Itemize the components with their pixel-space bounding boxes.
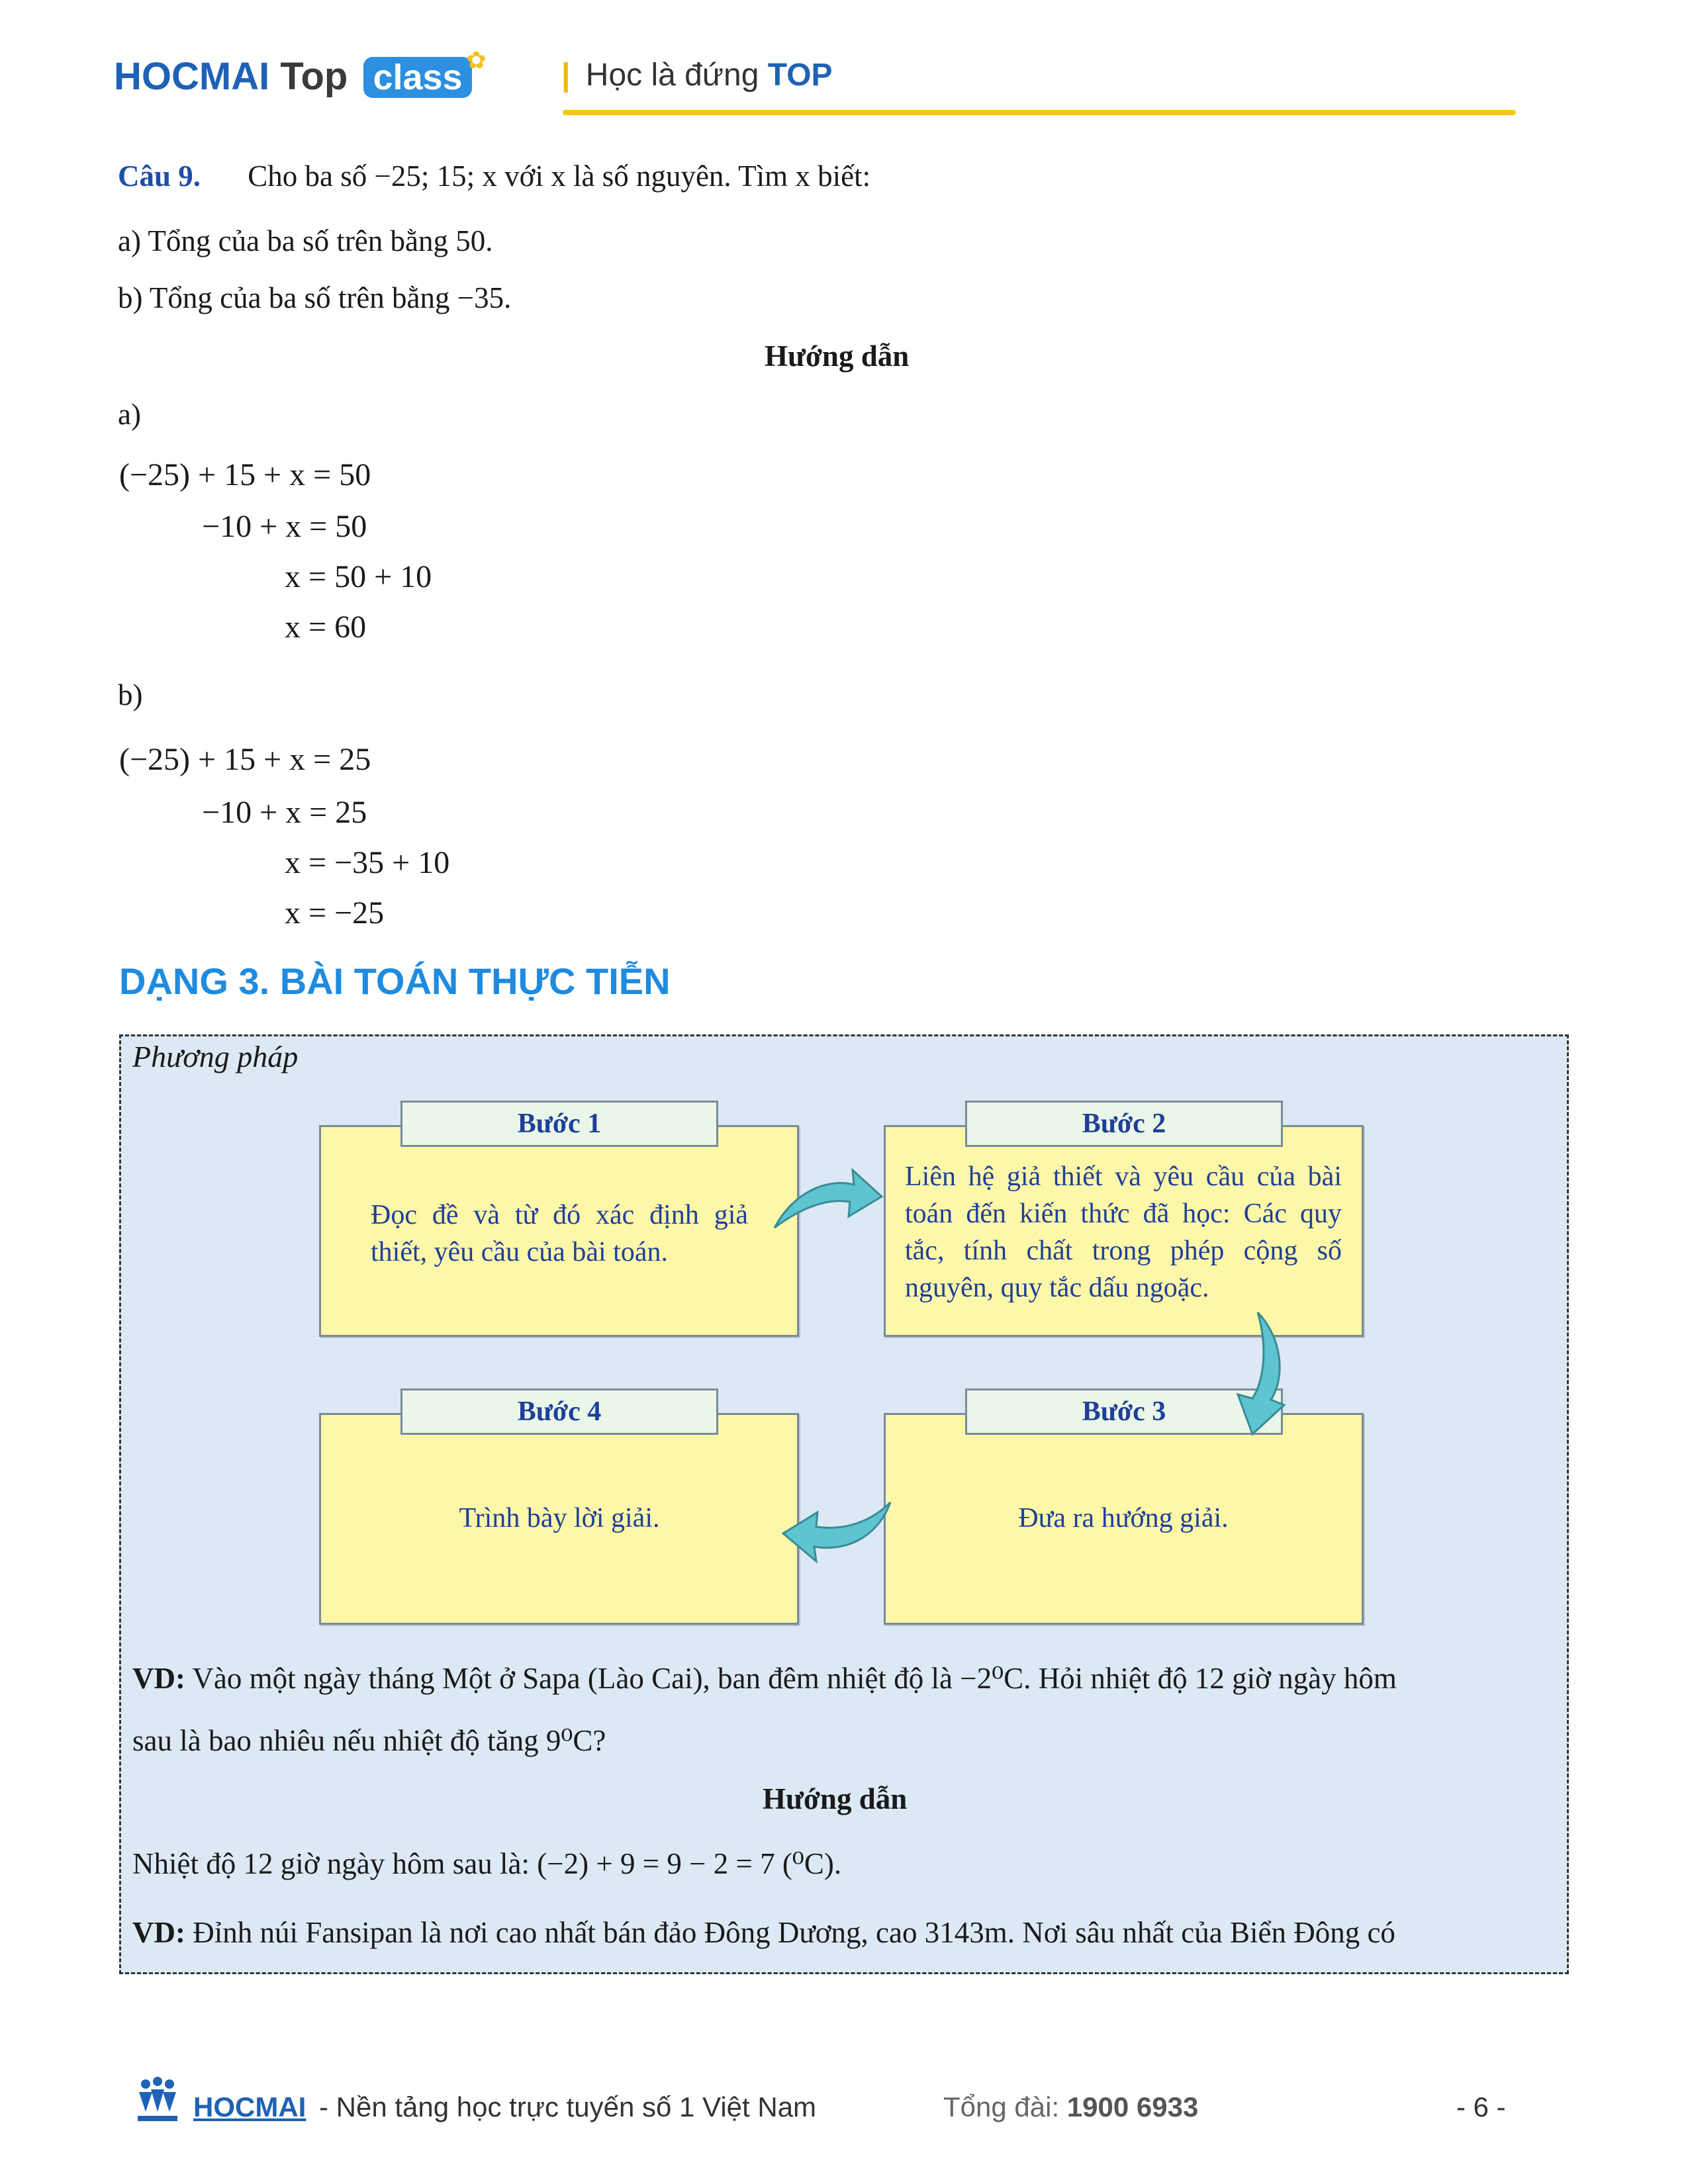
footer-hotline-number: 1900 6933	[1066, 2091, 1199, 2122]
arrow-step3-to-step4-icon	[778, 1492, 897, 1565]
step-2-text: Liên hệ giả thiết và yêu cầu của bài toán đến kiến thức đã học: Các quy tắc, tính chất trong phép cộng số nguyên, quy tắc dấu ngoặc.	[905, 1161, 1342, 1303]
guide-a-line-3: x = 50 + 10	[285, 559, 432, 594]
step-1-title: Bước 1	[400, 1101, 718, 1147]
step-3-title: Bước 3	[965, 1388, 1283, 1435]
section-title: DẠNG 3. BÀI TOÁN THỰC TIỄN	[119, 960, 671, 1002]
logo-class-badge	[363, 46, 487, 98]
logo-class-text: class	[373, 58, 463, 97]
guide-b-label: b)	[118, 678, 143, 711]
question-part-a: a) Tổng của ba số trên bằng 50.	[118, 224, 493, 257]
example-1-label: VD:	[132, 1662, 185, 1695]
step-2-title: Bước 2	[965, 1101, 1283, 1147]
tagline-text: Học là đứng	[585, 58, 759, 93]
example-1-text-2: sau là bao nhiêu nếu nhiệt độ tăng 9⁰C?	[132, 1724, 606, 1757]
example-1-text-1: Vào một ngày tháng Một ở Sapa (Lào Cai), ban đêm nhiệt độ là −2⁰C. Hỏi nhiệt độ 12 giờ ngày hôm	[192, 1662, 1397, 1695]
tagline-top: TOP	[767, 58, 833, 93]
logo-hocmai-text: HOCMAI	[114, 55, 270, 98]
step-4-title: Bước 4	[400, 1388, 718, 1435]
example-2-text: Đỉnh núi Fansipan là nơi cao nhất bán đảo Đông Dương, cao 3143m. Nơi sâu nhất của Biển Đông có	[193, 1916, 1395, 1949]
guide-a-line-4: x = 60	[285, 610, 367, 645]
method-label: Phương pháp	[132, 1040, 299, 1073]
guide-title: Hướng dẫn	[765, 340, 910, 373]
tagline-bar: |	[561, 58, 571, 93]
step-4-text: Trình bày lời giải.	[459, 1503, 660, 1533]
question-text: Cho ba số −25; 15; x với x là số nguyên. Tìm x biết:	[248, 159, 871, 193]
guide-a-line-1: (−25) + 15 + x = 50	[119, 457, 371, 492]
example-2-line	[132, 1915, 1395, 1950]
question-part-b: b) Tổng của ba số trên bằng −35.	[118, 281, 512, 314]
guide-b-line-2: −10 + x = 25	[202, 795, 367, 830]
example-1-guide-title: Hướng dẫn	[763, 1782, 908, 1815]
footer-hotline-label: Tổng đài:	[943, 2091, 1060, 2122]
example-2-label: VD:	[132, 1916, 185, 1949]
arrow-step1-to-step2-icon	[768, 1165, 887, 1238]
page-number: - 6 -	[1456, 2091, 1506, 2122]
hocmai-footer-logo-icon	[131, 2075, 184, 2128]
footer-hotline	[943, 2091, 1198, 2123]
guide-b-line-4: x = −25	[285, 895, 385, 931]
example-1-answer: Nhiệt độ 12 giờ ngày hôm sau là: (−2) + 9 = 9 − 2 = 7 (⁰C).	[132, 1847, 842, 1880]
step-3-text: Đưa ra hướng giải.	[1018, 1503, 1229, 1533]
logo	[114, 46, 487, 99]
guide-b-line-1: (−25) + 15 + x = 25	[119, 742, 371, 777]
logo-top-text: Top	[280, 55, 348, 98]
star-icon: ✿	[466, 46, 487, 73]
guide-b-line-3: x = −35 + 10	[285, 845, 450, 880]
step-1-text: Đọc đề và từ đó xác định giả thiết, yêu cầu của bài toán.	[371, 1200, 748, 1267]
header-divider	[563, 110, 1516, 115]
tagline	[561, 57, 833, 93]
footer-brand[interactable]: HOCMAI	[193, 2091, 306, 2122]
arrow-step2-to-step3-icon	[1218, 1307, 1297, 1439]
example-1-line-1	[132, 1661, 1397, 1696]
question-line	[118, 159, 870, 193]
guide-a-line-2: −10 + x = 50	[202, 509, 367, 544]
question-label: Câu 9.	[118, 159, 201, 193]
footer-tagline: - Nền tảng học trực tuyến số 1 Việt Nam	[319, 2091, 817, 2122]
guide-a-label: a)	[118, 398, 141, 431]
